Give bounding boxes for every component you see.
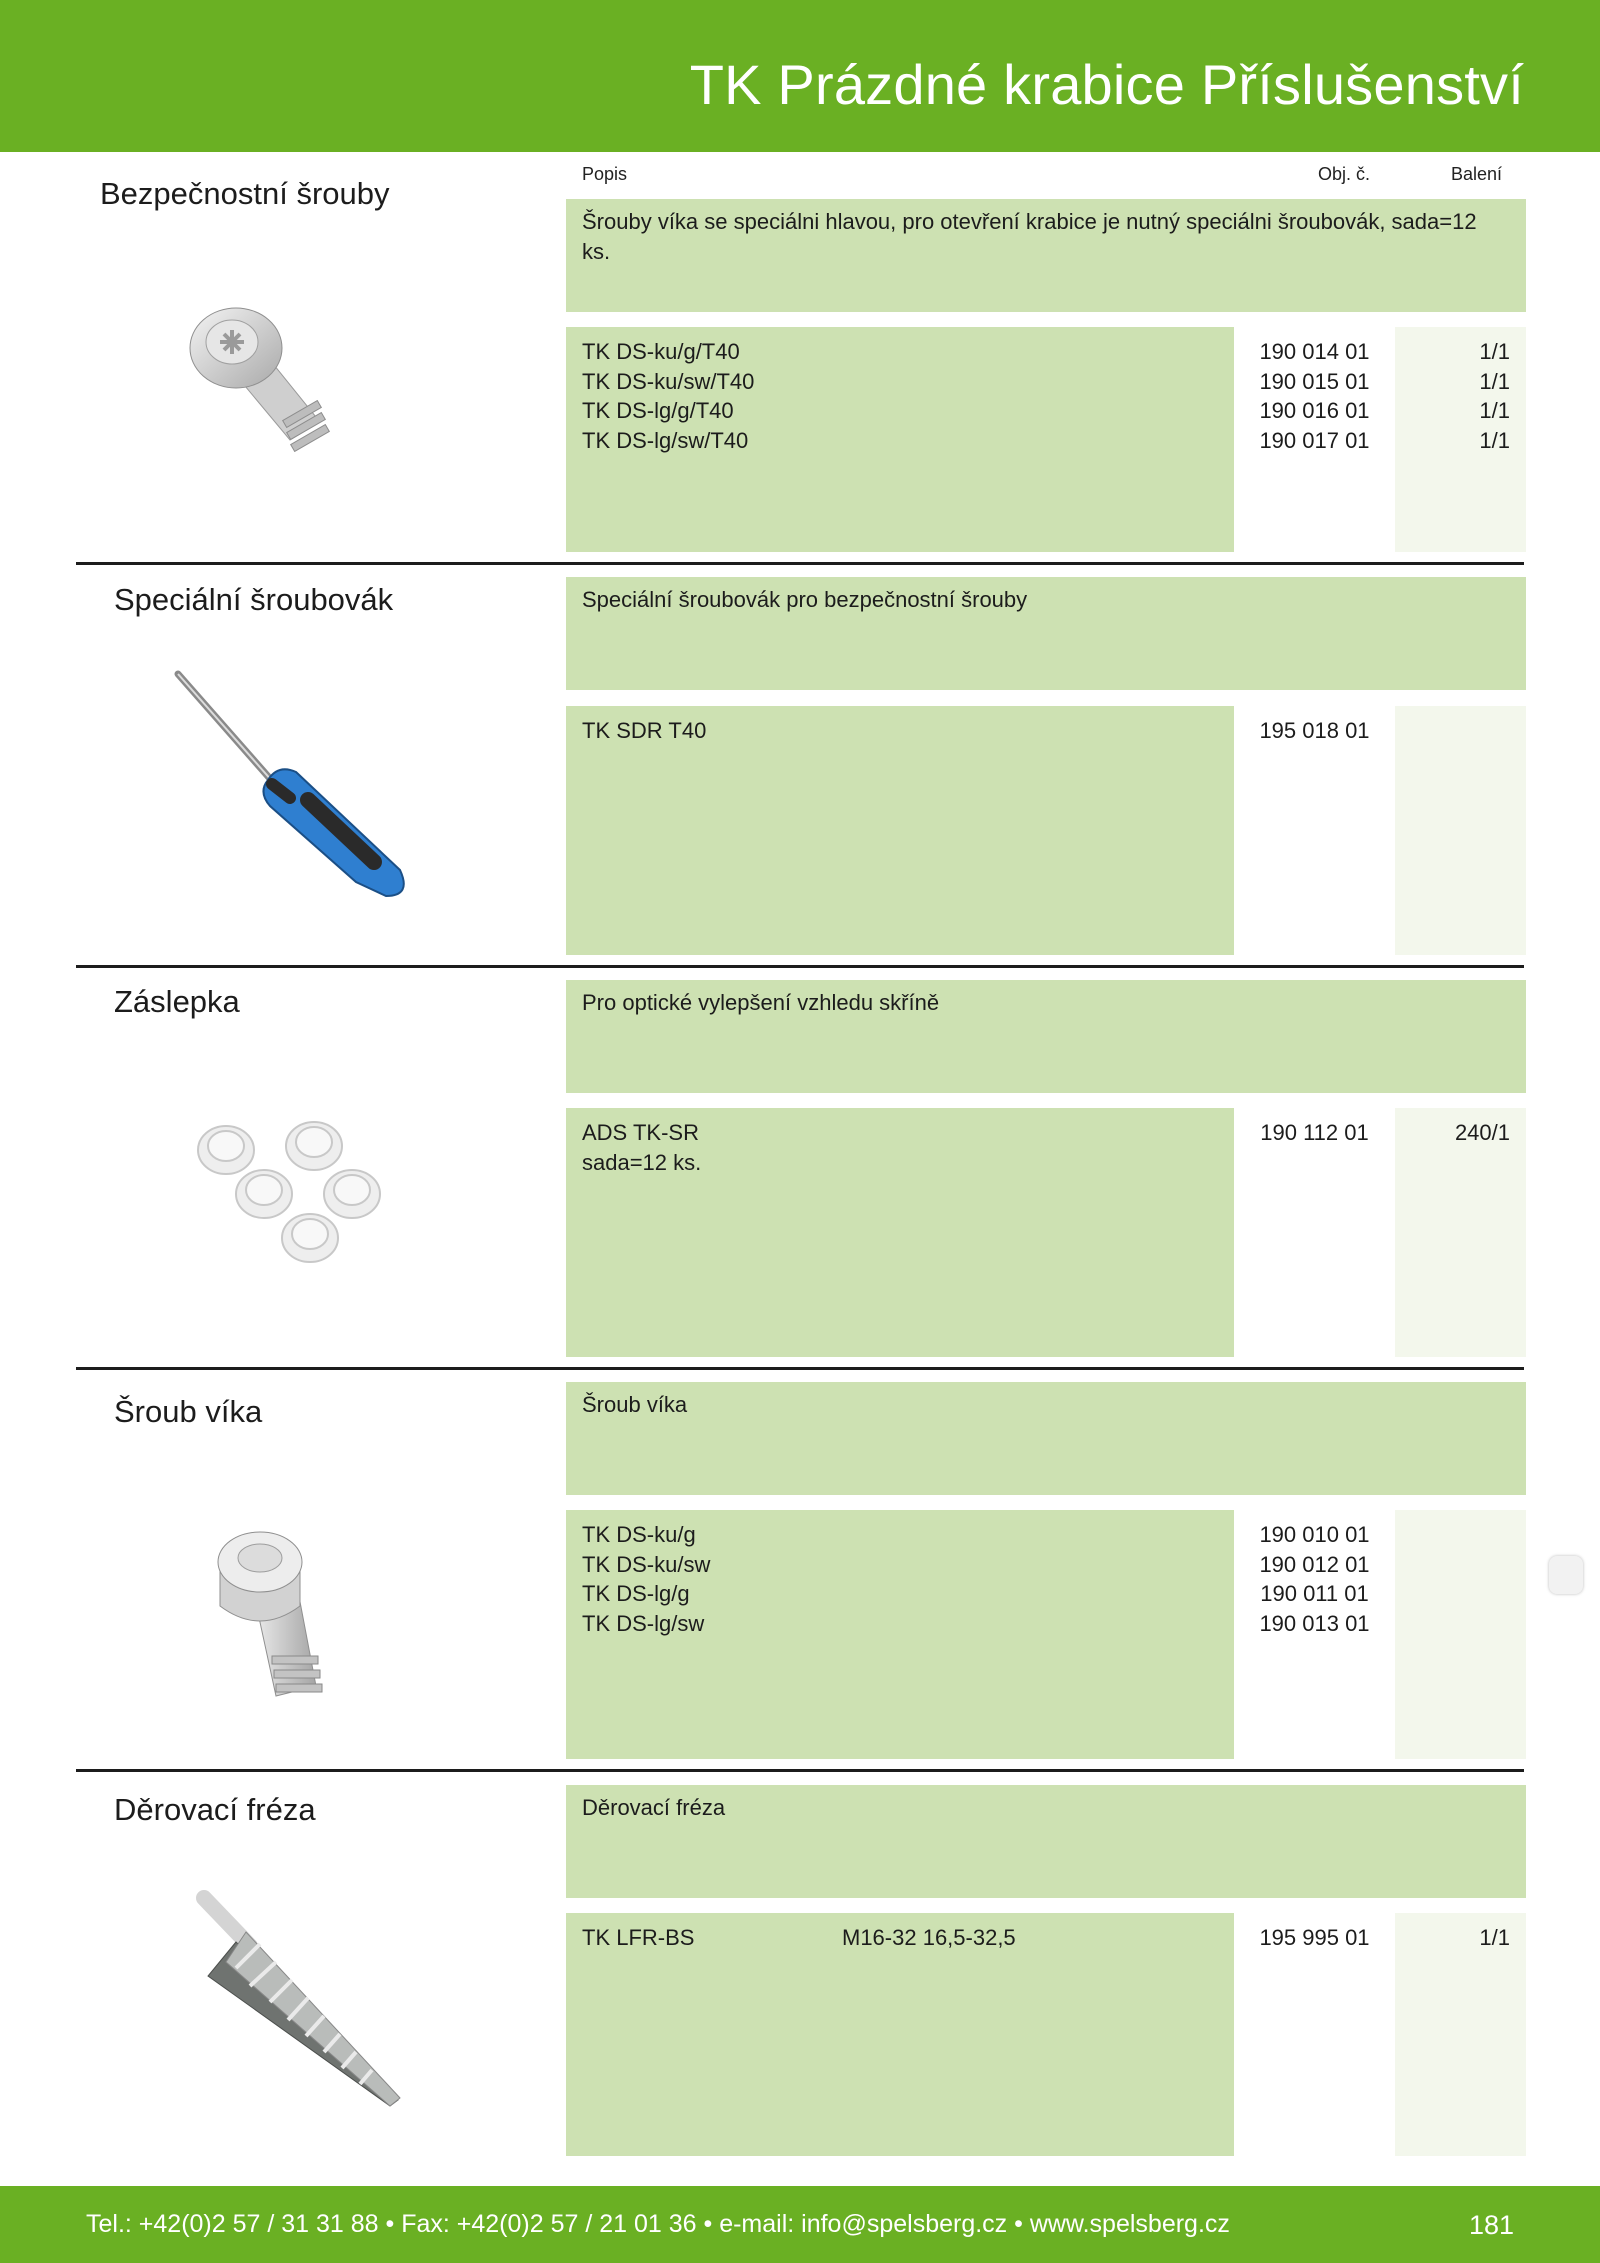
- packaging-list: [1395, 1913, 1526, 2156]
- order-number: 190 010 01: [1259, 1522, 1370, 1547]
- item-code: TK DS-lg/g/T40: [582, 398, 734, 423]
- packaging-value: 1/1: [1479, 368, 1510, 394]
- order-number-list: [1234, 706, 1395, 955]
- order-number-list: [1234, 327, 1395, 552]
- packaging-value: 1/1: [1479, 339, 1510, 364]
- page-header: [0, 0, 1600, 152]
- order-number-list: [1234, 1913, 1395, 2156]
- order-number-list: [1234, 1510, 1395, 1759]
- section-title-step-drill: Děrovací fréza: [114, 1792, 316, 1827]
- order-number: 190 012 01: [1259, 1551, 1370, 1577]
- item-list: [566, 327, 1234, 552]
- packaging-list: [1395, 1108, 1526, 1357]
- section-title-security-screws: Bezpečnostní šrouby: [100, 176, 390, 211]
- page-footer: [0, 2186, 1600, 2263]
- item-list: [566, 1108, 1234, 1357]
- section-divider: [76, 1769, 1524, 1772]
- section-description: Šrouby víka se speciálni hlavou, pro otevření krabice je nutný speciálni šroubovák, sada=12 ks.: [566, 199, 1526, 312]
- order-number: 195 018 01: [1259, 718, 1370, 743]
- item-code: sada=12 ks.: [582, 1149, 702, 1175]
- packaging-list: [1395, 706, 1526, 955]
- column-header-popis: Popis: [582, 164, 628, 184]
- thumbnail-icon: [1549, 1556, 1583, 1594]
- item-list: [566, 1510, 1234, 1759]
- packaging-list: [1395, 1510, 1526, 1759]
- item-list: [566, 1913, 1234, 2156]
- column-header-obj: Obj. č.: [1318, 164, 1371, 184]
- blanking-caps-icon: [190, 1110, 390, 1270]
- packaging-list: [1395, 327, 1526, 552]
- order-number: 190 014 01: [1259, 339, 1370, 364]
- order-number: 190 015 01: [1259, 368, 1370, 394]
- step-drill-icon: [190, 1884, 420, 2114]
- packaging-value: 1/1: [1479, 398, 1510, 423]
- section-description: Šroub víka: [566, 1382, 1526, 1495]
- page-title: TK Prázdné krabice Příslušenství: [689, 53, 1524, 116]
- item-code-text: TK LFR-BS: [582, 1925, 695, 1950]
- order-number-list: [1234, 1108, 1395, 1357]
- section-title-lid-screw: Šroub víka: [114, 1394, 263, 1429]
- item-code: [582, 1923, 1218, 1953]
- order-number: 190 017 01: [1259, 427, 1370, 453]
- item-code: TK SDR T40: [582, 718, 707, 743]
- section-divider: [76, 1367, 1524, 1370]
- item-code: TK DS-ku/g/T40: [582, 339, 740, 364]
- section-divider: [76, 562, 1524, 565]
- order-number: 190 013 01: [1259, 1610, 1370, 1636]
- order-number: 190 011 01: [1260, 1581, 1369, 1606]
- item-list: [566, 706, 1234, 955]
- packaging-value: 240/1: [1454, 1120, 1510, 1145]
- packaging-value: 1/1: [1479, 427, 1510, 453]
- section-description: Pro optické vylepšení vzhledu skříně: [566, 980, 1526, 1093]
- item-code: TK DS-ku/sw/T40: [582, 368, 755, 394]
- item-code: TK DS-lg/sw/T40: [582, 427, 749, 453]
- page-number: 181: [1468, 2210, 1514, 2240]
- section-description: Speciální šroubovák pro bezpečnostní šrouby: [566, 577, 1526, 690]
- section-title-blanking-cap: Záslepka: [114, 984, 240, 1019]
- section-description: Děrovací fréza: [566, 1785, 1526, 1898]
- item-code: ADS TK-SR: [582, 1120, 699, 1145]
- item-code: TK DS-lg/g: [582, 1581, 690, 1606]
- item-size-range: M16-32 16,5-32,5: [842, 1925, 1016, 1950]
- item-code: TK DS-ku/sw: [582, 1551, 711, 1577]
- section-title-screwdriver: Speciální šroubovák: [114, 582, 394, 617]
- column-header-baleni: Balení: [1451, 164, 1503, 184]
- order-number: 195 995 01: [1259, 1925, 1370, 1950]
- lid-screw-icon: [180, 1506, 360, 1726]
- order-number: 190 112 01: [1260, 1120, 1369, 1145]
- item-code: TK DS-lg/sw: [582, 1610, 705, 1636]
- footer-contact: Tel.: +42(0)2 57 / 31 31 88 • Fax: +42(0)2 57 / 21 01 36 • e-mail: info@spelsberg.cz • www.spelsberg.cz: [86, 2210, 1230, 2238]
- packaging-value: 1/1: [1479, 1925, 1510, 1950]
- section-divider: [76, 965, 1524, 968]
- order-number: 190 016 01: [1259, 398, 1370, 423]
- screwdriver-icon: [160, 660, 420, 910]
- item-code: TK DS-ku/g: [582, 1522, 696, 1547]
- security-screw-icon: [170, 290, 350, 470]
